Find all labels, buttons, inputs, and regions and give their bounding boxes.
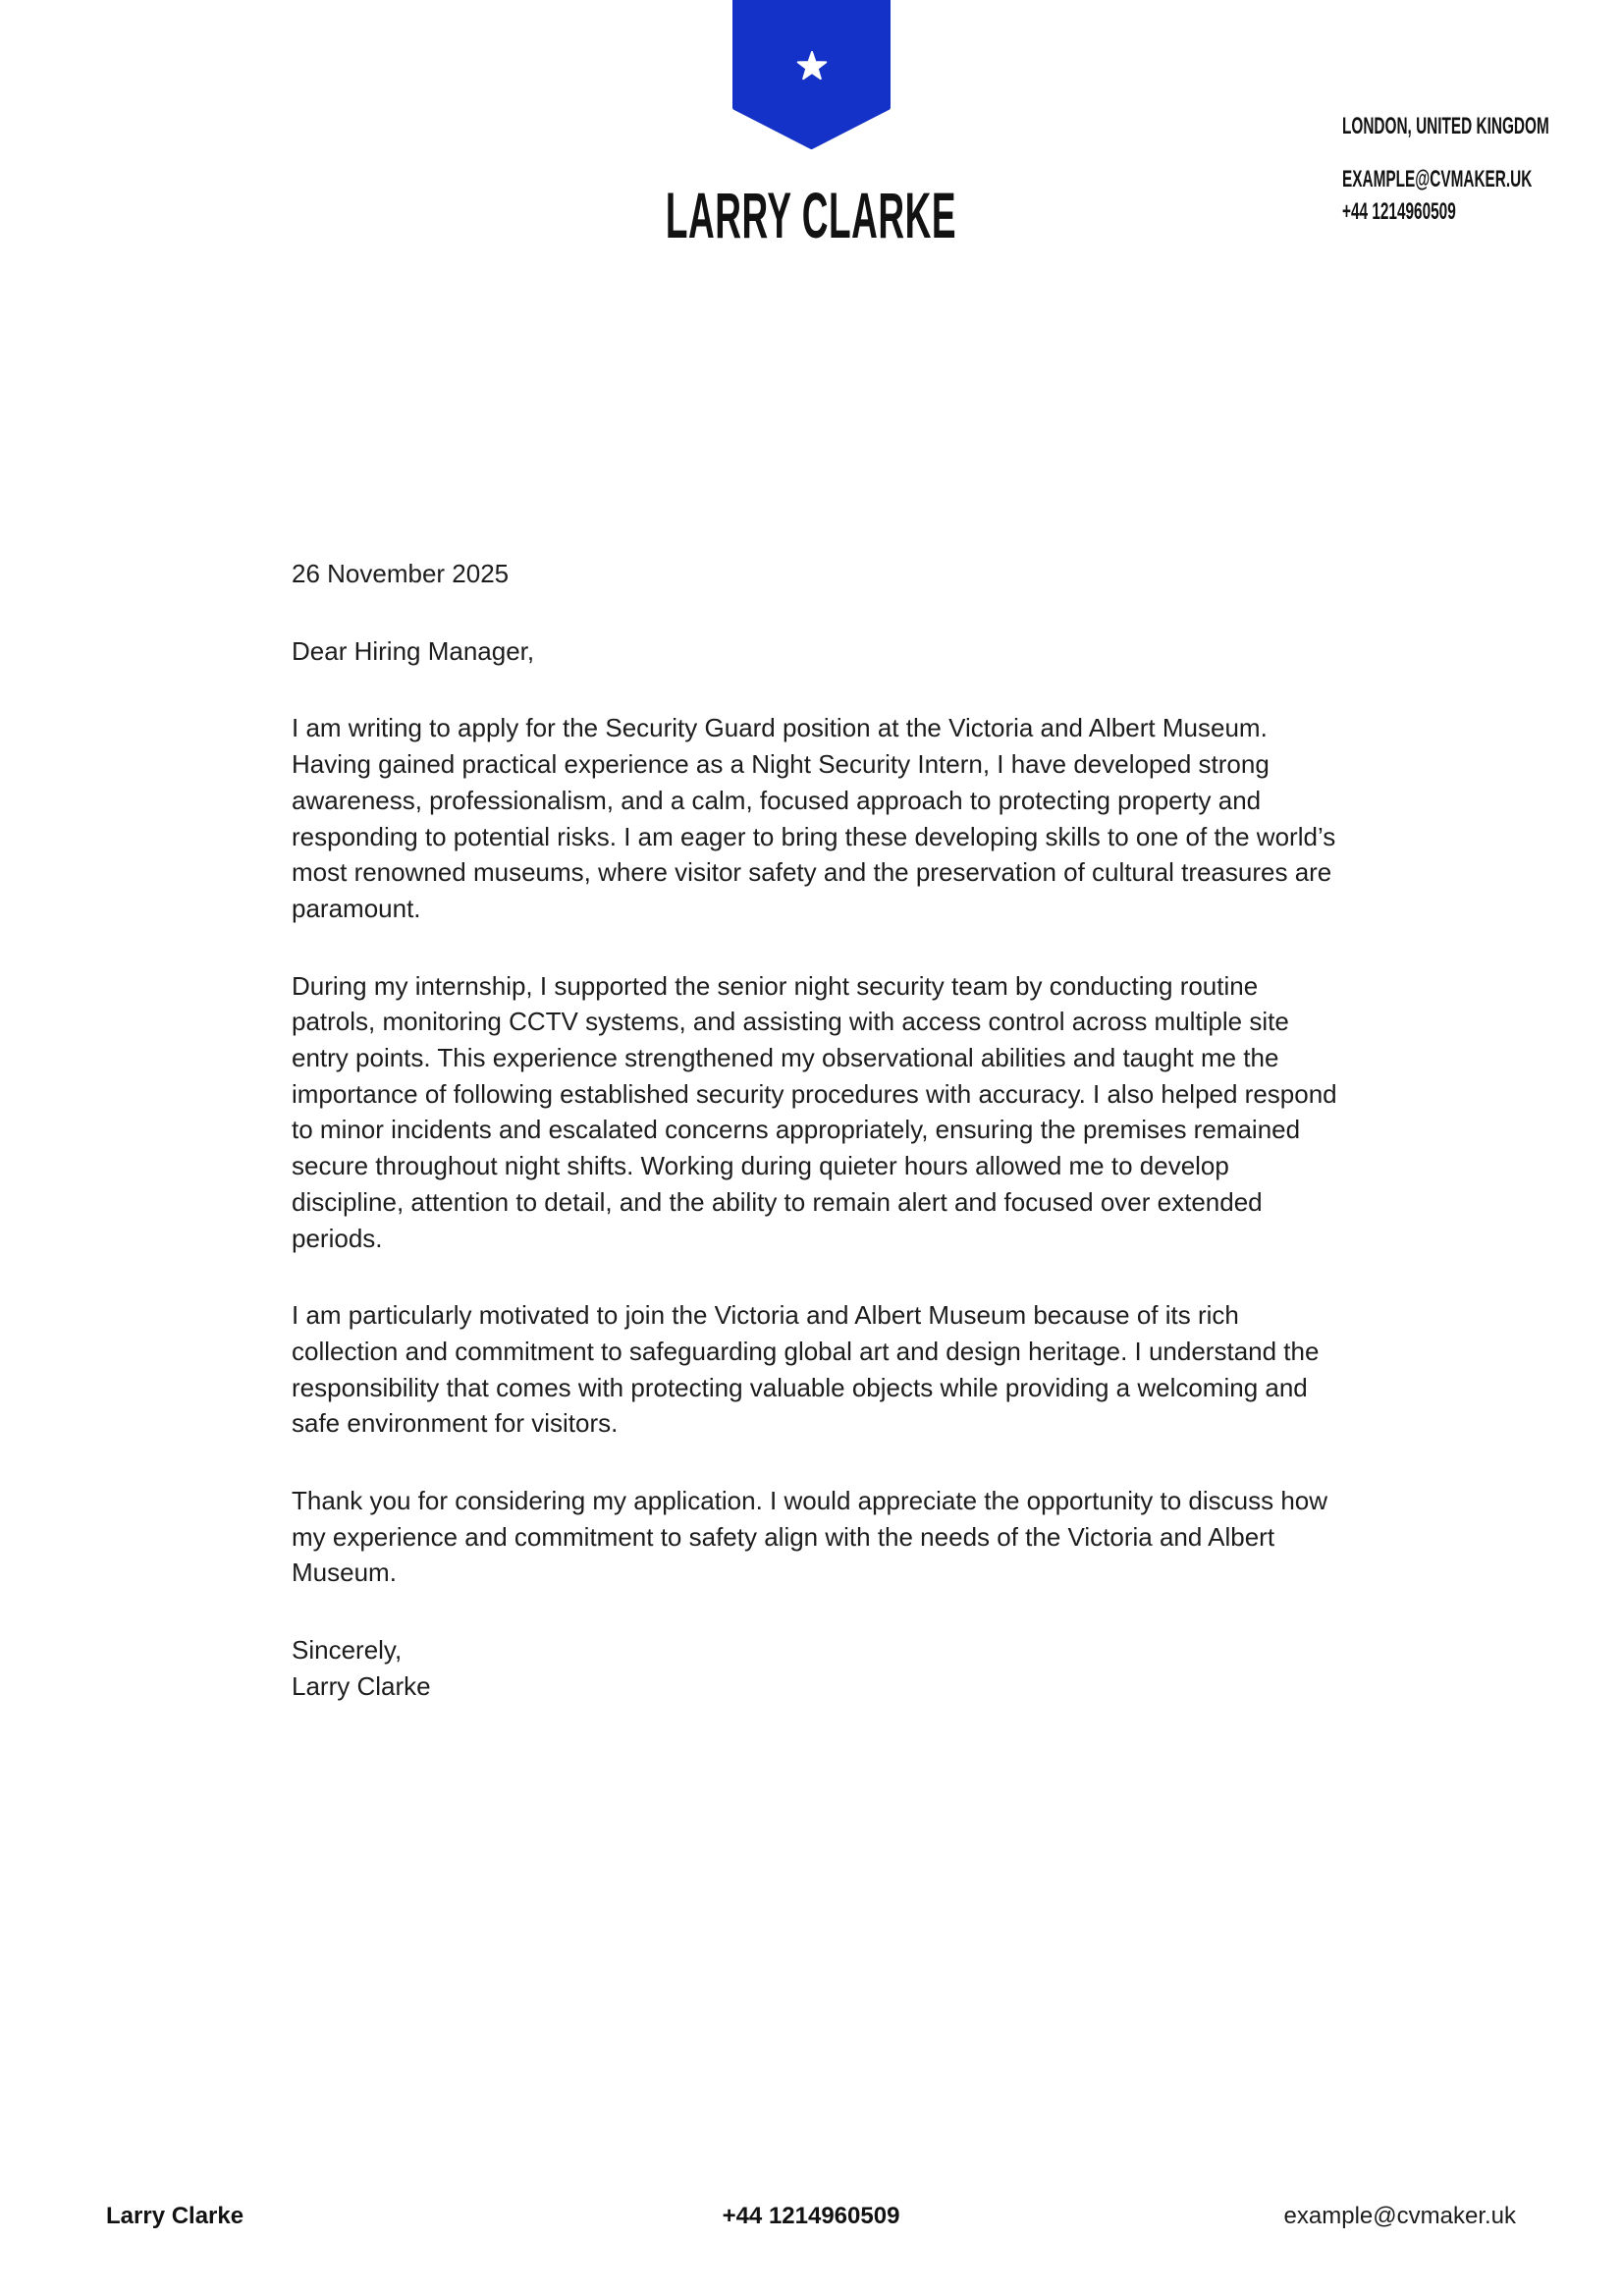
letter-paragraph: I am particularly motivated to join the Victoria and Albert Museum because of its rich collection and commitment to safeguarding global art and design heritage. I understand the responsibility that comes with protecting valuable objects while providing a welcoming and safe environment for visitors. [292, 1300, 1320, 1439]
ribbon-badge [732, 0, 891, 149]
letter-date: 26 November 2025 [292, 559, 510, 588]
contact-email: EXAMPLE@CVMAKER.UK [1342, 166, 1533, 192]
letter-signature: Larry Clarke [292, 1670, 431, 1701]
letter-paragraph: I am writing to apply for the Security Guard position at the Victoria and Albert Museum. Having gained practical experience as a Night Security Intern, I have developed strong awareness, professionalism, and a calm, focused approach to protecting property and responding to potential risks. I am eager to bring these developing skills to one of the world’s most renowned museums, where visitor safety and the preservation of cultural treasures are paramount. [292, 713, 1336, 923]
candidate-name: LARRY CLARKE [665, 179, 957, 251]
letter-body [292, 556, 1342, 1705]
letter-closing: Sincerely, [292, 1635, 403, 1666]
letter-paragraph: Thank you for considering my application. I would appreciate the opportunity to discuss how my experience and commitment to safety align with the needs of the Victoria and Albert Museum. [292, 1486, 1328, 1588]
footer-phone: +44 1214960509 [722, 2203, 900, 2229]
footer-name: Larry Clarke [106, 2203, 244, 2229]
contact-block [1342, 110, 1549, 228]
footer-email: example@cvmaker.uk [1283, 2203, 1516, 2229]
contact-phone: +44 1214960509 [1342, 198, 1456, 225]
contact-location: LONDON, UNITED KINGDOM [1342, 113, 1549, 139]
letter-salutation: Dear Hiring Manager, [292, 635, 535, 666]
letter-paragraph: During my internship, I supported the senior night security team by conducting routine patrols, monitoring CCTV systems, and assisting with access control across multiple site entry points. This experience strengthened my observational abilities and taught me the importance of following established security procedures with accuracy. I also helped respond to minor incidents and escalated concerns appropriately, ensuring the premises remained secure throughout night shifts. Working during quieter hours allowed me to develop discipline, attention to detail, and the ability to remain alert and focused over extended periods. [292, 970, 1337, 1253]
page-footer [0, 2203, 1622, 2232]
